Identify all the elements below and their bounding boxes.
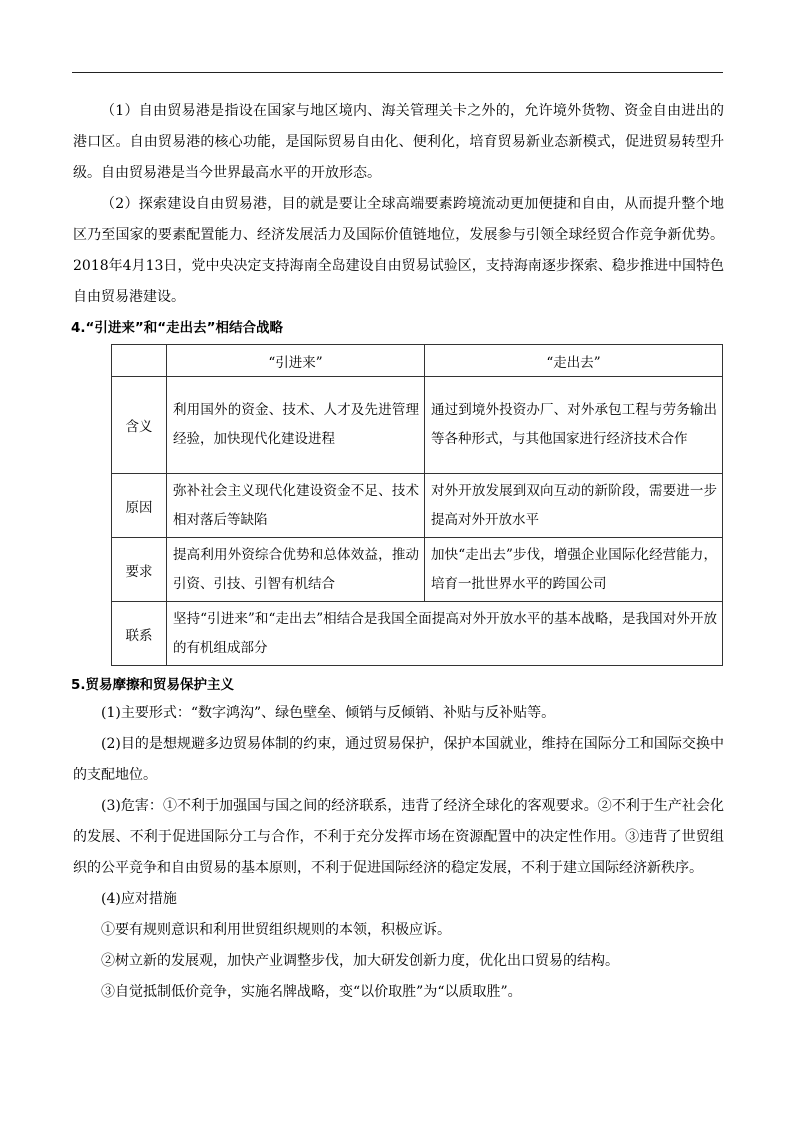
section-5-title: 5.贸易摩擦和贸易保护主义 — [71, 677, 235, 693]
row-label-meaning: 含义 — [112, 377, 167, 474]
document-body — [73, 96, 724, 1008]
table-cell: 利用国外的资金、技术、人才及先进管理经验，加快现代化建设进程 — [167, 377, 425, 474]
row-label-requirement: 要求 — [112, 538, 167, 602]
paragraph-main-forms: (1)主要形式：“数字鸿沟”、绿色壁垒、倾销与反倾销、补贴与反补贴等。 — [101, 705, 556, 721]
paragraph-purpose: (2)目的是想规避多边贸易体制的约束，通过贸易保护，保护本国就业，维持在国际分工和国际交换中的支配地位。 — [73, 736, 724, 783]
paragraph-countermeasure-1: ①要有规则意识和利用世贸组织规则的本领，积极应诉。 — [101, 922, 451, 938]
paragraph-countermeasures-heading: (4)应对措施 — [101, 891, 177, 907]
table-header-bring-in: “引进来” — [167, 345, 425, 377]
table-header-go-out: “走出去” — [425, 345, 723, 377]
table-cell: 通过到境外投资办厂、对外承包工程与劳务输出等各种形式，与其他国家进行经济技术合作 — [425, 377, 723, 474]
table-cell-merged: 坚持“引进来”和“走出去”相结合是我国全面提高对外开放水平的基本战略，是我国对外开放的有机组成部分 — [167, 602, 723, 666]
table-cell: 弥补社会主义现代化建设资金不足、技术相对落后等缺陷 — [167, 474, 425, 538]
paragraph-harms: (3)危害：①不利于加强国与国之间的经济联系，违背了经济全球化的客观要求。②不利于生产社会化的发展、不利于促进国际分工与合作，不利于充分发挥市场在资源配置中的决定性作用。③违背了世贸组织的公平竞争和自由贸易的基本原则，不利于促进国际经济的稳定发展，不利于建立国际经济新秩序。 — [73, 798, 724, 876]
table-cell: 提高利用外资综合优势和总体效益，推动引资、引技、引智有机结合 — [167, 538, 425, 602]
table-cell: 对外开放发展到双向互动的新阶段，需要进一步提高对外开放水平 — [425, 474, 723, 538]
comparison-table — [111, 344, 723, 666]
table-row — [112, 377, 723, 474]
paragraph-free-trade-port-purpose: （2）探索建设自由贸易港，目的就是要让全球高端要素跨境流动更加便捷和自由，从而提升整个地区乃至国家的要素配置能力、经济发展活力及国际价值链地位，发展参与引领全球经贸合作竞争新优势。2018年4月13日，党中央决定支持海南全岛建设自由贸易试验区，支持海南逐步探索、稳步推进中国特色自由贸易港建设。 — [73, 196, 724, 305]
row-label-relation: 联系 — [112, 602, 167, 666]
table-row — [112, 538, 723, 602]
table-header-row — [112, 345, 723, 377]
row-label-reason: 原因 — [112, 474, 167, 538]
paragraph-free-trade-port-definition: （1）自由贸易港是指设在国家与地区境内、海关管理关卡之外的，允许境外货物、资金自由进出的港口区。自由贸易港的核心功能，是国际贸易自由化、便利化，培育贸易新业态新模式，促进贸易转型升级。自由贸易港是当今世界最高水平的开放形态。 — [73, 103, 724, 181]
paragraph-countermeasure-2: ②树立新的发展观，加快产业调整步伐，加大研发创新力度，优化出口贸易的结构。 — [101, 953, 619, 969]
section-4-title: 4.“引进来”和“走出去”相结合战略 — [71, 320, 284, 336]
paragraph-countermeasure-3: ③自觉抵制低价竞争，实施名牌战略，变“以价取胜”为“以质取胜”。 — [101, 984, 522, 1000]
table-row — [112, 602, 723, 666]
table-header-blank — [112, 345, 167, 377]
header-rule — [72, 72, 723, 73]
table-row — [112, 474, 723, 538]
table-cell: 加快“走出去”步伐，增强企业国际化经营能力，培育一批世界水平的跨国公司 — [425, 538, 723, 602]
